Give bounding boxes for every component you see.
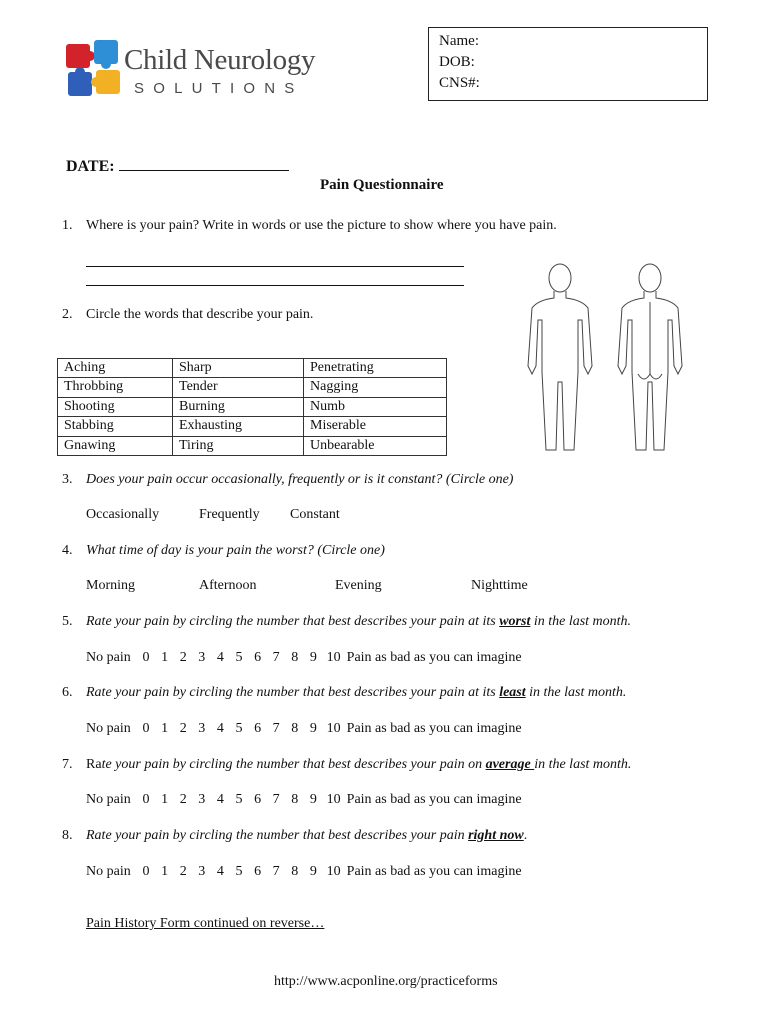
word-cell[interactable]: Sharp bbox=[173, 359, 304, 378]
table-row bbox=[58, 397, 447, 416]
question-7 bbox=[62, 757, 632, 773]
scale-high-label: Pain as bad as you can imagine bbox=[346, 792, 522, 807]
scale-number-8[interactable]: 8 bbox=[291, 792, 299, 807]
word-cell[interactable]: Gnawing bbox=[58, 436, 173, 455]
scale-number-1[interactable]: 1 bbox=[161, 792, 169, 807]
table-row bbox=[58, 359, 447, 378]
scale-number-2[interactable]: 2 bbox=[179, 721, 187, 736]
scale-number-0[interactable]: 0 bbox=[142, 721, 150, 736]
question-5 bbox=[62, 614, 632, 630]
option-evening[interactable]: Evening bbox=[335, 578, 382, 593]
question-2-number: 2. bbox=[62, 307, 73, 322]
scale-number-9[interactable]: 9 bbox=[309, 721, 317, 736]
scale-number-1[interactable]: 1 bbox=[161, 864, 169, 879]
word-cell[interactable]: Burning bbox=[173, 397, 304, 416]
scale-number-10[interactable]: 10 bbox=[326, 650, 341, 665]
question-5-text bbox=[86, 614, 631, 630]
question-1 bbox=[62, 218, 557, 234]
question-7-pre-plain: Ra bbox=[86, 757, 102, 772]
footer-url[interactable]: http://www.acponline.org/practiceforms bbox=[274, 974, 498, 989]
question-7-key: average bbox=[485, 757, 535, 772]
question-4-number: 4. bbox=[62, 543, 73, 558]
scale-number-6[interactable]: 6 bbox=[254, 721, 262, 736]
question-1-text: Where is your pain? Write in words or use the picture to show where you have pain. bbox=[86, 218, 557, 233]
logo bbox=[64, 38, 344, 102]
question-8-number: 8. bbox=[62, 828, 73, 843]
option-morning[interactable]: Morning bbox=[86, 578, 135, 593]
question-4-text: What time of day is your pain the worst? (Circle one) bbox=[86, 543, 385, 558]
scale-number-6[interactable]: 6 bbox=[254, 864, 262, 879]
scale-number-8[interactable]: 8 bbox=[291, 864, 299, 879]
scale-number-4[interactable]: 4 bbox=[216, 792, 224, 807]
table-row bbox=[58, 436, 447, 455]
scale-number-4[interactable]: 4 bbox=[216, 864, 224, 879]
scale-number-2[interactable]: 2 bbox=[179, 864, 187, 879]
continued-on-reverse-link[interactable]: Pain History Form continued on reverse… bbox=[86, 916, 325, 931]
pain-words-table bbox=[57, 358, 447, 456]
scale-number-7[interactable]: 7 bbox=[272, 650, 280, 665]
table-row bbox=[58, 378, 447, 397]
patient-id-box bbox=[428, 27, 708, 101]
scale-number-3[interactable]: 3 bbox=[198, 864, 206, 879]
option-afternoon[interactable]: Afternoon bbox=[199, 578, 257, 593]
scale-number-1[interactable]: 1 bbox=[161, 650, 169, 665]
puzzle-logo-icon bbox=[64, 38, 122, 100]
question-7-post: in the last month. bbox=[534, 757, 632, 772]
dob-label: DOB: bbox=[439, 54, 475, 70]
scale-number-7[interactable]: 7 bbox=[272, 864, 280, 879]
scale-number-10[interactable]: 10 bbox=[326, 721, 341, 736]
answer-line-2[interactable] bbox=[86, 285, 464, 286]
question-3 bbox=[62, 472, 514, 488]
name-label: Name: bbox=[439, 33, 479, 49]
question-5-number: 5. bbox=[62, 614, 73, 629]
scale-number-5[interactable]: 5 bbox=[235, 792, 243, 807]
word-cell[interactable]: Numb bbox=[304, 397, 447, 416]
answer-line-1[interactable] bbox=[86, 266, 464, 267]
scale-number-0[interactable]: 0 bbox=[142, 792, 150, 807]
scale-number-6[interactable]: 6 bbox=[254, 650, 262, 665]
question-5-post: in the last month. bbox=[530, 614, 632, 629]
word-cell[interactable]: Stabbing bbox=[58, 417, 173, 436]
word-cell[interactable]: Nagging bbox=[304, 378, 447, 397]
question-7-number: 7. bbox=[62, 757, 73, 772]
option-nighttime[interactable]: Nighttime bbox=[471, 578, 528, 593]
option-occasionally[interactable]: Occasionally bbox=[86, 507, 160, 522]
scale-number-8[interactable]: 8 bbox=[291, 650, 299, 665]
pain-scale-6 bbox=[86, 721, 522, 737]
question-6-text bbox=[86, 685, 626, 701]
question-8-key: right now bbox=[468, 828, 524, 843]
question-5-pre: Rate your pain by circling the number that best describes your pain at its bbox=[86, 614, 500, 629]
scale-number-9[interactable]: 9 bbox=[309, 650, 317, 665]
question-3-text: Does your pain occur occasionally, frequently or is it constant? (Circle one) bbox=[86, 472, 514, 487]
question-6-post: in the last month. bbox=[525, 685, 627, 700]
word-cell[interactable]: Shooting bbox=[58, 397, 173, 416]
question-8-post: . bbox=[523, 828, 528, 843]
scale-number-9[interactable]: 9 bbox=[309, 864, 317, 879]
scale-number-5[interactable]: 5 bbox=[235, 650, 243, 665]
question-6-key: least bbox=[499, 685, 526, 700]
date-blank-line[interactable] bbox=[119, 156, 289, 171]
option-constant[interactable]: Constant bbox=[290, 507, 340, 522]
logo-brand-text: Child Neurology bbox=[124, 44, 316, 76]
question-1-number: 1. bbox=[62, 218, 73, 233]
scale-number-2[interactable]: 2 bbox=[179, 792, 187, 807]
scale-high-label: Pain as bad as you can imagine bbox=[346, 864, 522, 879]
question-6-number: 6. bbox=[62, 685, 73, 700]
scale-number-7[interactable]: 7 bbox=[272, 792, 280, 807]
scale-number-2[interactable]: 2 bbox=[179, 650, 187, 665]
cns-label: CNS#: bbox=[439, 75, 480, 91]
scale-number-1[interactable]: 1 bbox=[161, 721, 169, 736]
scale-number-9[interactable]: 9 bbox=[309, 792, 317, 807]
scale-number-3[interactable]: 3 bbox=[198, 650, 206, 665]
question-7-text bbox=[86, 757, 631, 773]
question-7-pre: te your pain by circling the number that best describes your pain on bbox=[101, 757, 486, 772]
word-cell[interactable]: Penetrating bbox=[304, 359, 447, 378]
scale-number-6[interactable]: 6 bbox=[254, 792, 262, 807]
scale-number-8[interactable]: 8 bbox=[291, 721, 299, 736]
word-cell[interactable]: Tiring bbox=[173, 436, 304, 455]
question-2-text: Circle the words that describe your pain. bbox=[86, 307, 314, 322]
scale-number-10[interactable]: 10 bbox=[326, 864, 341, 879]
body-diagram[interactable] bbox=[520, 262, 690, 456]
word-cell[interactable]: Tender bbox=[173, 378, 304, 397]
word-cell[interactable]: Aching bbox=[58, 359, 173, 378]
pain-scale-7 bbox=[86, 792, 522, 808]
scale-number-4[interactable]: 4 bbox=[216, 721, 224, 736]
scale-number-10[interactable]: 10 bbox=[326, 792, 341, 807]
question-2 bbox=[62, 307, 314, 323]
question-6-pre: Rate your pain by circling the number that best describes your pain at its bbox=[86, 685, 500, 700]
question-6 bbox=[62, 685, 627, 701]
question-5-key: worst bbox=[499, 614, 531, 629]
page-title: Pain Questionnaire bbox=[320, 177, 444, 193]
scale-high-label: Pain as bad as you can imagine bbox=[346, 721, 522, 736]
scale-number-5[interactable]: 5 bbox=[235, 721, 243, 736]
table-row bbox=[58, 417, 447, 436]
scale-number-0[interactable]: 0 bbox=[142, 864, 150, 879]
scale-number-3[interactable]: 3 bbox=[198, 792, 206, 807]
pain-scale-5 bbox=[86, 650, 522, 666]
scale-low-label: No pain bbox=[86, 864, 131, 879]
scale-low-label: No pain bbox=[86, 721, 131, 736]
back-body-figure bbox=[618, 264, 682, 450]
front-body-figure bbox=[528, 264, 592, 450]
question-8-text bbox=[86, 828, 527, 844]
question-8 bbox=[62, 828, 528, 844]
word-cell[interactable]: Throbbing bbox=[58, 378, 173, 397]
scale-number-3[interactable]: 3 bbox=[198, 721, 206, 736]
scale-number-7[interactable]: 7 bbox=[272, 721, 280, 736]
date-field[interactable] bbox=[66, 156, 289, 176]
scale-number-5[interactable]: 5 bbox=[235, 864, 243, 879]
pain-scale-8 bbox=[86, 864, 522, 880]
scale-number-0[interactable]: 0 bbox=[142, 650, 150, 665]
option-frequently[interactable]: Frequently bbox=[199, 507, 260, 522]
scale-low-label: No pain bbox=[86, 650, 131, 665]
word-cell[interactable]: Miserable bbox=[304, 417, 447, 436]
word-cell[interactable]: Unbearable bbox=[304, 436, 447, 455]
scale-number-4[interactable]: 4 bbox=[216, 650, 224, 665]
question-4 bbox=[62, 543, 385, 559]
logo-sub-text: SOLUTIONS bbox=[134, 80, 304, 97]
date-label: DATE: bbox=[66, 158, 115, 175]
word-cell[interactable]: Exhausting bbox=[173, 417, 304, 436]
question-3-number: 3. bbox=[62, 472, 73, 487]
question-8-pre: Rate your pain by circling the number that best describes your pain bbox=[86, 828, 469, 843]
scale-low-label: No pain bbox=[86, 792, 131, 807]
scale-high-label: Pain as bad as you can imagine bbox=[346, 650, 522, 665]
